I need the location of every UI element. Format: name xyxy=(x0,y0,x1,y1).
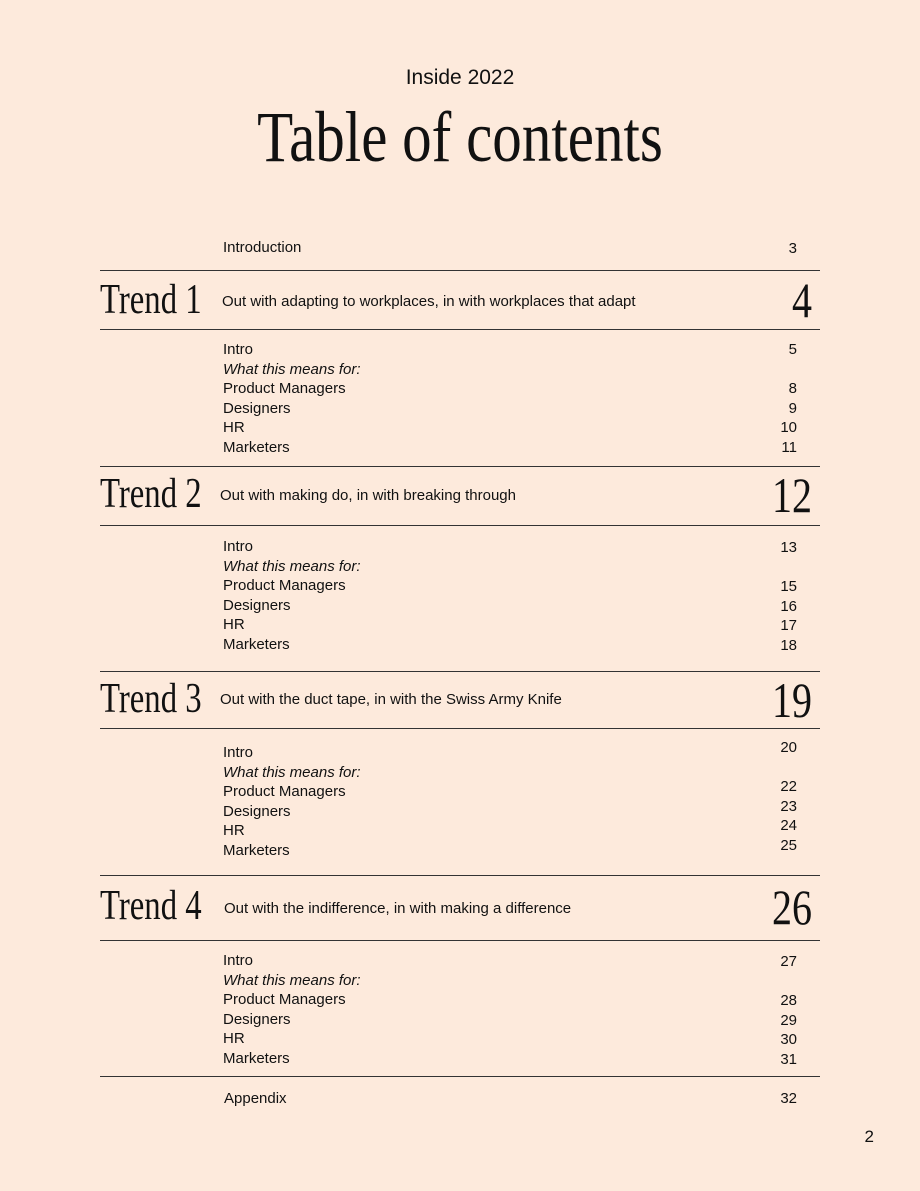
toc-page-introduction: 3 xyxy=(788,240,797,257)
trend-2-page-list xyxy=(737,538,797,655)
list-item[interactable]: Designers xyxy=(223,596,291,614)
page-number: 30 xyxy=(780,1031,797,1048)
page-number: 13 xyxy=(780,539,797,556)
page-number: 24 xyxy=(780,817,797,834)
page-number: 23 xyxy=(780,797,797,815)
divider xyxy=(100,270,820,271)
page-number: 5 xyxy=(788,341,797,358)
list-item[interactable]: HR xyxy=(223,616,245,633)
trend-2-list xyxy=(223,537,361,654)
list-item[interactable]: Product Managers xyxy=(223,380,346,397)
list-item[interactable]: Product Managers xyxy=(223,783,346,800)
page-number: 25 xyxy=(780,836,797,854)
list-item[interactable]: Intro xyxy=(223,341,254,358)
trend-2-label[interactable]: Trend 2 xyxy=(100,471,202,517)
page-number: 20 xyxy=(780,739,797,756)
page-title: Table of contents xyxy=(257,97,663,177)
list-item[interactable]: Intro xyxy=(223,744,254,761)
trend-2-page: 12 xyxy=(772,467,812,523)
list-item[interactable]: Marketers xyxy=(223,1049,290,1067)
divider xyxy=(100,940,820,941)
page-number: 9 xyxy=(788,399,797,417)
list-item[interactable]: HR xyxy=(223,1030,245,1047)
divider xyxy=(100,1076,820,1077)
eyebrow-label: Inside 2022 xyxy=(405,66,515,89)
page-number: 22 xyxy=(780,778,797,795)
list-item[interactable]: Intro xyxy=(223,538,254,555)
list-item[interactable]: Marketers xyxy=(223,841,290,859)
trend-3-page-list xyxy=(737,738,797,855)
toc-entry-appendix[interactable]: Appendix xyxy=(224,1090,287,1107)
trend-4-label[interactable]: Trend 4 xyxy=(100,883,202,929)
page-number: 8 xyxy=(788,380,797,397)
divider xyxy=(100,875,820,876)
list-item[interactable]: Designers xyxy=(223,802,291,820)
divider xyxy=(100,466,820,467)
trend-4-page-list xyxy=(737,952,797,1069)
list-item[interactable]: Product Managers xyxy=(223,991,346,1008)
divider xyxy=(100,525,820,526)
page-number: 17 xyxy=(780,617,797,634)
page-number: 16 xyxy=(780,597,797,615)
subsection-heading: What this means for: xyxy=(223,557,361,575)
page-number: 27 xyxy=(780,953,797,970)
list-item[interactable]: Marketers xyxy=(223,438,290,456)
toc-page-appendix: 32 xyxy=(780,1090,797,1107)
trend-3-list xyxy=(223,743,361,860)
trend-1-subtitle[interactable]: Out with adapting to workplaces, in with workplaces that adapt xyxy=(222,293,636,310)
trend-4-list xyxy=(223,951,361,1068)
toc-entry-introduction[interactable]: Introduction xyxy=(223,239,302,256)
list-item[interactable]: Intro xyxy=(223,952,254,969)
page-number: 29 xyxy=(780,1011,797,1029)
page-number: 28 xyxy=(780,992,797,1009)
divider xyxy=(100,728,820,729)
divider xyxy=(100,329,820,330)
list-item[interactable]: HR xyxy=(223,419,245,436)
list-item[interactable]: Product Managers xyxy=(223,577,346,594)
page-number-footer: 2 xyxy=(864,1127,874,1146)
list-item[interactable]: Designers xyxy=(223,399,291,417)
subsection-heading: What this means for: xyxy=(223,763,361,781)
list-item[interactable]: HR xyxy=(223,822,245,839)
page-number: 10 xyxy=(780,419,797,436)
trend-1-page: 4 xyxy=(792,272,812,328)
trend-4-subtitle[interactable]: Out with the indifference, in with making a difference xyxy=(224,900,572,917)
trend-4-page: 26 xyxy=(772,879,812,935)
subsection-heading: What this means for: xyxy=(223,360,361,378)
subsection-heading: What this means for: xyxy=(223,971,361,989)
trend-1-page-list xyxy=(737,340,797,457)
trend-1-label[interactable]: Trend 1 xyxy=(100,277,202,323)
trend-3-label[interactable]: Trend 3 xyxy=(100,676,202,722)
page-number: 15 xyxy=(780,578,797,595)
page-number: 31 xyxy=(780,1050,797,1068)
divider xyxy=(100,671,820,672)
list-item[interactable]: Designers xyxy=(223,1010,291,1028)
trend-1-list xyxy=(223,340,361,457)
page-number: 18 xyxy=(780,636,797,654)
page-number: 11 xyxy=(781,438,797,456)
trend-2-subtitle[interactable]: Out with making do, in with breaking through xyxy=(220,487,516,504)
trend-3-page: 19 xyxy=(772,672,812,728)
trend-3-subtitle[interactable]: Out with the duct tape, in with the Swiss Army Knife xyxy=(220,691,562,708)
list-item[interactable]: Marketers xyxy=(223,635,290,653)
